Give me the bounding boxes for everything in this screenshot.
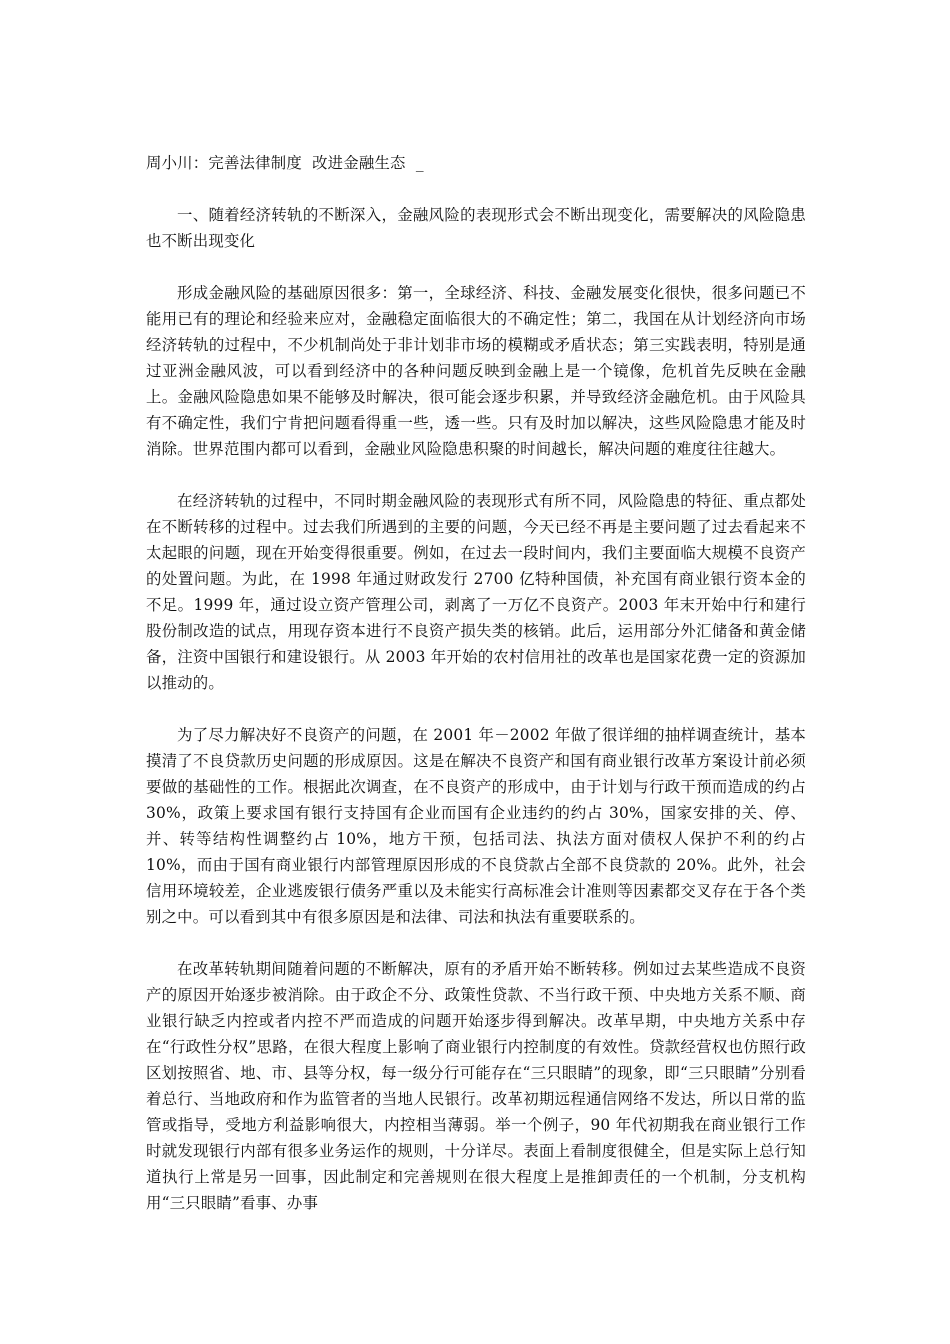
paragraph-causes: 形成金融风险的基础原因很多：第一，全球经济、科技、金融发展变化很快，很多问题已不能用已有的理论和经验来应对，金融稳定面临很大的不确定性；第二，我国在从计划经济向市场经济转轨的过程中，不少机制尚处于非计划非市场的模糊或矛盾状态；第三实践表明，特别是通过亚洲金融风波，可以看到经济中的各种问题反映到金融上是一个镜像，危机首先反映在金融上。金融风险隐患如果不能够及时解决，很可能会逐步积累，并导致经济金融危机。由于风险具有不确定性，我们宁肯把问题看得重一些，透一些。只有及时加以解决，这些风险隐患才能及时消除。世界范围内都可以看到，金融业风险隐患积聚的时间越长，解决问题的难度往往越大。 (146, 284, 806, 458)
paragraph-transition: 在经济转轨的过程中，不同时期金融风险的表现形式有所不同，风险隐患的特征、重点都处在不断转移的过程中。过去我们所遇到的主要的问题，今天已经不再是主要问题了过去看起来不太起眼的问题，现在开始变得很重要。例如，在过去一段时间内，我们主要面临大规模不良资产的处置问题。为此，在 1998 年通过财政发行 2700 亿特种国债，补充国有商业银行资本金的不足。1999 年，通过设立资产管理公司，剥离了一万亿不良资产。2003 年末开始中行和建行股份制改造的试点，用现存资本进行不良资产损失类的核销。此后，运用部分外汇储备和黄金储备，注资中国银行和建设银行。从 2003 年开始的农村信用社的改革也是国家花费一定的资源加以推动的。 (146, 492, 806, 692)
paragraph-reform: 在改革转轨期间随着问题的不断解决，原有的矛盾开始不断转移。例如过去某些造成不良资产的原因开始逐步被消除。由于政企不分、政策性贷款、不当行政干预、中央地方关系不顺、商业银行缺乏内控或者内控不严而造成的问题开始逐步得到解决。改革早期，中央地方关系中存在“行政性分权”思路，在很大程度上影响了商业银行内控制度的有效性。贷款经营权也仿照行政区划按照省、地、市、县等分权，每一级分行可能存在“三只眼睛”的现象，即“三只眼睛”分别看着总行、当地政府和作为监管者的当地人民银行。改革初期远程通信网络不发达，所以日常的监管或指导，受地方利益影响很大，内控相当薄弱。举一个例子，90 年代初期我在商业银行工作时就发现银行内部有很多业务运作的规则，十分详尽。表面上看制度很健全，但是实际上总行知道执行上常是另一回事，因此制定和完善规则在很大程度上是推卸责任的一个机制，分支机构用“三只眼睛”看事、办事 (146, 960, 806, 1212)
paragraph-survey: 为了尽力解决好不良资产的问题，在 2001 年－2002 年做了很详细的抽样调查统计，基本摸清了不良贷款历史问题的形成原因。这是在解决不良资产和国有商业银行改革方案设计前必须要做的基础性的工作。根据此次调查，在不良资产的形成中，由于计划与行政干预而造成的约占 30%，政策上要求国有银行支持国有企业而国有企业违约的约占 30%，国家安排的关、停、并、转等结构性调整约占 10%，地方干预，包括司法、执法方面对债权人保护不利的约占 10%，而由于国有商业银行内部管理原因形成的不良贷款占全部不良贷款的 20%。此外，社会信用环境较差，企业逃废银行债务严重以及未能实行高标准会计准则等因素都交叉存在于各个类别之中。可以看到其中有很多原因是和法律、司法和执法有重要联系的。 (146, 726, 806, 926)
document-body (146, 150, 806, 1216)
document-title: 周小川：完善法律制度 改进金融生态 _ (146, 154, 424, 172)
section-heading: 一、随着经济转轨的不断深入，金融风险的表现形式会不断出现变化，需要解决的风险隐患也不断出现变化 (146, 206, 806, 250)
